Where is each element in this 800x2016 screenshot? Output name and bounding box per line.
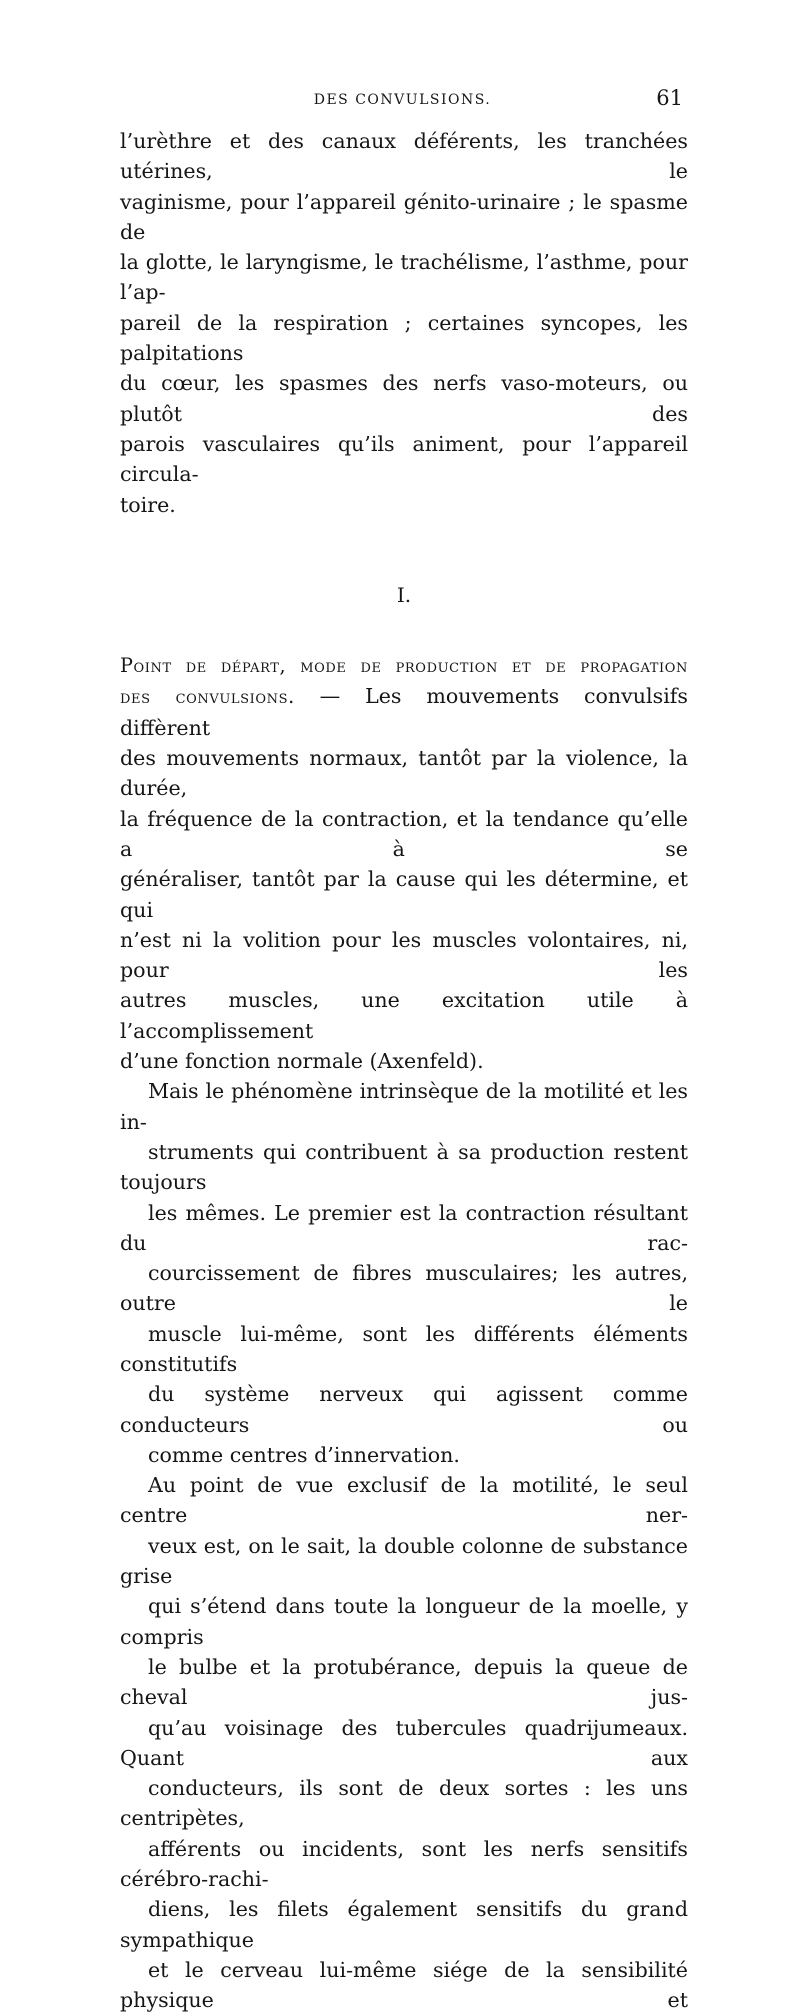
page-number: 61 — [656, 86, 683, 110]
section-number: I. — [396, 582, 412, 607]
paragraph-4 — [120, 1470, 688, 2015]
section-head-line — [120, 650, 688, 681]
text-line: qui s’étend dans toute la longueur de la moelle, y compris — [120, 1594, 688, 1649]
section-heading-1: Point de départ, mode de production et de propagation — [120, 654, 688, 678]
paragraph-2 — [120, 650, 688, 1076]
text-line: les mêmes. Le premier est la contraction résultant du rac- — [120, 1200, 688, 1255]
running-title: DES CONVULSIONS. — [313, 92, 492, 108]
text-line: vaginisme, pour l’appareil génito-urinaire ; le spasme de — [120, 189, 688, 244]
text-line: comme centres d’innervation. — [148, 1442, 460, 1467]
text-line: la fréquence de la contraction, et la tendance qu’elle a à se — [120, 806, 688, 861]
paragraph-1 — [120, 126, 688, 520]
text-line: courcissement de fibres musculaires; les autres, outre le — [120, 1261, 688, 1316]
text-line: conducteurs, ils sont de deux sortes : les uns centripètes, — [120, 1776, 688, 1831]
text-line: le bulbe et la protubérance, depuis la queue de cheval jus- — [120, 1654, 688, 1710]
running-head — [120, 86, 685, 116]
section-heading-2: des convulsions. — [120, 685, 295, 709]
text-line: d’une fonction normale (Axenfeld). — [120, 1049, 484, 1074]
text-line: veux est, on le sait, la double colonne de substance grise — [120, 1533, 688, 1589]
text-line: généraliser, tantôt par la cause qui les détermine, et qui — [120, 867, 688, 922]
text-line: pareil de la respiration ; certaines syncopes, les palpitations — [120, 310, 688, 366]
text-line: parois vasculaires qu’ils animent, pour l’appareil circula- — [120, 431, 688, 487]
text-line: n’est ni la volition pour les muscles volontaires, ni, pour les — [120, 927, 688, 983]
text-line: qu’au voisinage des tubercules quadrijumeaux. Quant aux — [120, 1715, 688, 1770]
text-line: diens, les filets également sensitifs du grand sympathique — [120, 1897, 688, 1952]
text-line: Mais le phénomène intrinsèque de la motilité et les in- — [120, 1079, 688, 1134]
text-line: toire. — [120, 492, 176, 517]
text-line: afférents ou incidents, sont les nerfs sensitifs cérébro-rachi- — [120, 1836, 688, 1892]
text-line: muscle lui-même, sont les différents éléments constitutifs — [120, 1321, 688, 1376]
text-line: Au point de vue exclusif de la motilité, le seul centre ner- — [120, 1473, 688, 1528]
paragraph-3 — [120, 1076, 688, 1470]
text-line-rest: — Les mouvements convulsifs diffèrent — [120, 684, 688, 740]
text-line: struments qui contribuent à sa production restent toujours — [120, 1139, 688, 1195]
text-line: la glotte, le laryngisme, le trachélisme, l’asthme, pour l’ap- — [120, 250, 688, 305]
text-line: du système nerveux qui agissent comme conducteurs ou — [120, 1382, 688, 1437]
page-body — [120, 126, 688, 2016]
text-line: des mouvements normaux, tantôt par la violence, la durée, — [120, 746, 688, 801]
text-line: autres muscles, une excitation utile à l’accomplissement — [120, 988, 688, 1043]
text-line: du cœur, les spasmes des nerfs vaso-moteurs, ou plutôt des — [120, 371, 688, 426]
text-line: et le cerveau lui-même siége de la sensibilité physique et — [120, 1957, 688, 2013]
text-line: l’urèthre et des canaux déférents, les tranchées utérines, le — [120, 129, 688, 184]
text-line — [120, 681, 688, 743]
